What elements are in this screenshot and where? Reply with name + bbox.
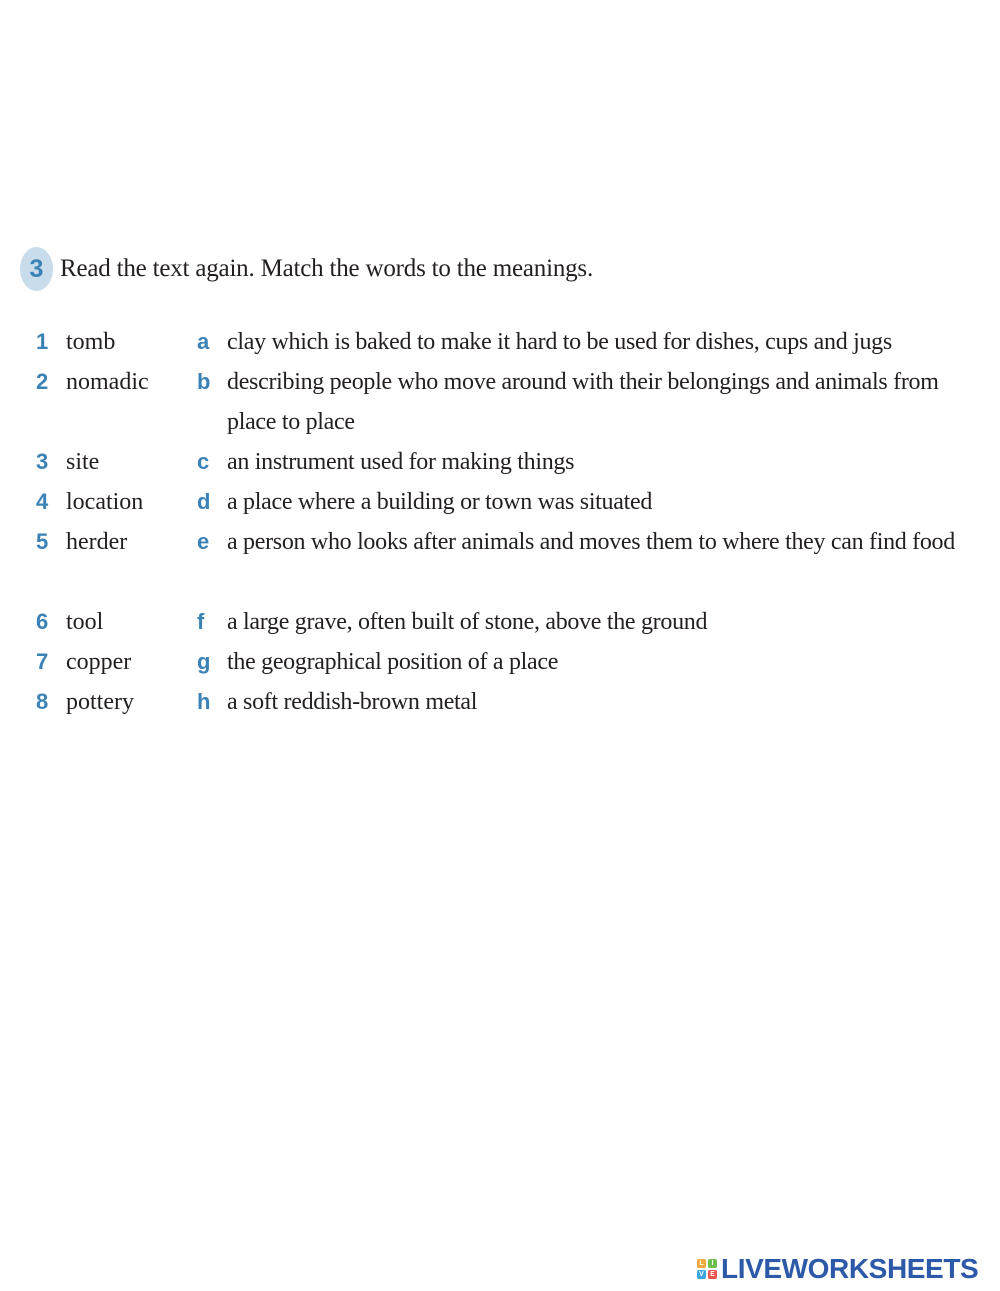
item-number: 1 bbox=[36, 329, 49, 354]
meaning-letter: h bbox=[197, 689, 211, 714]
item-number: 7 bbox=[36, 649, 49, 674]
item-word: herder bbox=[66, 529, 128, 555]
item-word: copper bbox=[66, 649, 132, 675]
item-word: tool bbox=[66, 609, 104, 635]
logo-icon bbox=[697, 1259, 717, 1279]
item-number: 6 bbox=[36, 609, 49, 634]
logo-tile: E bbox=[708, 1270, 717, 1279]
logo-tile: L bbox=[697, 1259, 706, 1268]
logo-tile: V bbox=[697, 1270, 706, 1279]
meaning-text: a person who looks after animals and moves them to where they can find food bbox=[227, 529, 955, 555]
logo-tile: I bbox=[708, 1259, 717, 1268]
exercise-number-badge: 3 bbox=[20, 247, 53, 291]
item-number: 4 bbox=[36, 489, 49, 514]
meaning-text: describing people who move around with their belongings and animals from place to place bbox=[227, 369, 939, 435]
item-number: 2 bbox=[36, 369, 49, 394]
meaning-letter: g bbox=[197, 649, 211, 674]
meaning-letter: d bbox=[197, 489, 211, 514]
meaning-text: a place where a building or town was situated bbox=[227, 489, 653, 515]
meaning-text: clay which is baked to make it hard to be used for dishes, cups and jugs bbox=[227, 329, 892, 355]
exercise-instruction: Read the text again. Match the words to the meanings. bbox=[60, 255, 594, 282]
item-number: 8 bbox=[36, 689, 49, 714]
item-number: 5 bbox=[36, 529, 49, 554]
item-word: pottery bbox=[66, 689, 134, 715]
item-word: location bbox=[66, 489, 144, 515]
meaning-letter: c bbox=[197, 449, 210, 474]
item-word: site bbox=[66, 449, 100, 475]
item-number: 3 bbox=[36, 449, 49, 474]
meaning-letter: a bbox=[197, 329, 210, 354]
exercise-header bbox=[20, 247, 593, 291]
meaning-letter: b bbox=[197, 369, 211, 394]
logo-text: LIVEWORKSHEETS bbox=[721, 1253, 979, 1284]
meaning-letter: e bbox=[197, 529, 210, 554]
meaning-text: a large grave, often built of stone, above the ground bbox=[227, 609, 708, 635]
meaning-text: an instrument used for making things bbox=[227, 449, 575, 475]
meaning-text: a soft reddish-brown metal bbox=[227, 689, 478, 715]
meaning-text: the geographical position of a place bbox=[227, 649, 559, 675]
meaning-letter: f bbox=[197, 609, 205, 634]
item-word: nomadic bbox=[66, 369, 149, 395]
item-word: tomb bbox=[66, 329, 116, 355]
liveworksheets-logo bbox=[697, 1253, 978, 1285]
